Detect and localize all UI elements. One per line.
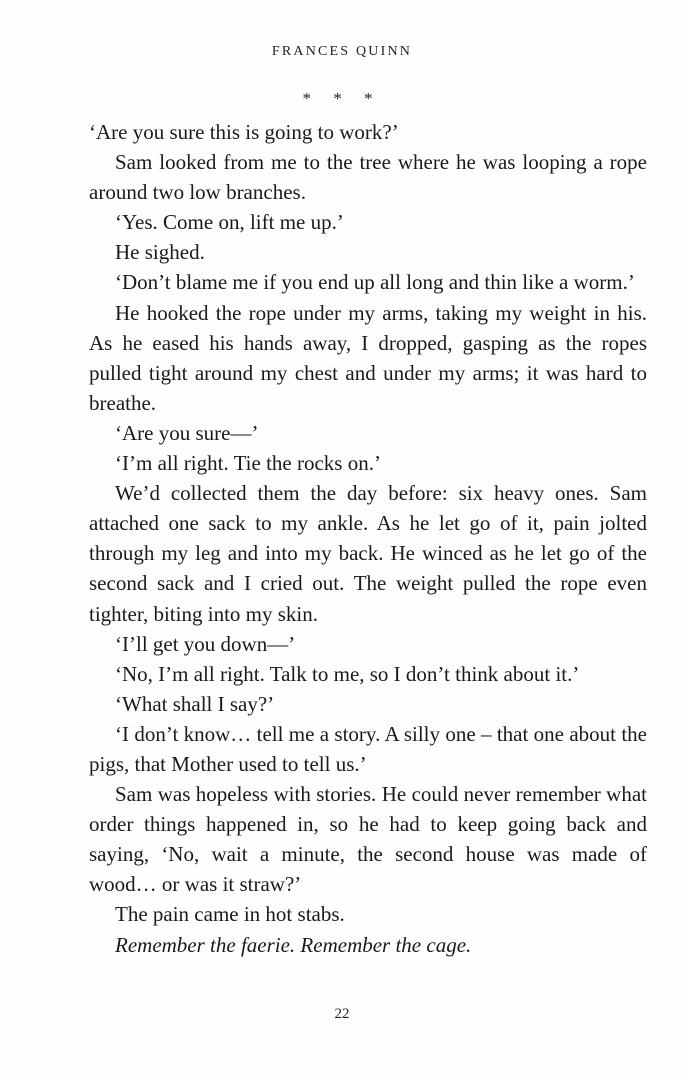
paragraph: We’d collected them the day before: six heavy ones. Sam attached one sack to my ankle. As he let go of it, pain jolted through my leg and into my back. He winced as he let go of the second sack and I cried out. The weight pulled the rope even tighter, biting into my skin. bbox=[89, 481, 647, 626]
body-text bbox=[89, 117, 647, 960]
paragraph: ‘What shall I say?’ bbox=[115, 691, 275, 716]
paragraph: ‘Are you sure—’ bbox=[115, 420, 259, 445]
paragraph: ‘Are you sure this is going to work?’ bbox=[89, 120, 399, 144]
paragraph: ‘Don’t blame me if you end up all long and thin like a worm.’ bbox=[115, 270, 635, 295]
paragraph: ‘Yes. Come on, lift me up.’ bbox=[115, 210, 344, 235]
page-number: 22 bbox=[334, 1006, 350, 1022]
paragraph: He sighed. bbox=[115, 240, 205, 265]
italic-thought: Remember the faerie. Remember the cage. bbox=[115, 932, 472, 957]
paragraph: ‘No, I’m all right. Talk to me, so I don’t think about it.’ bbox=[115, 661, 580, 686]
paragraph: The pain came in hot stabs. bbox=[115, 902, 345, 927]
paragraph: ‘I don’t know… tell me a story. A silly one – that one about the pigs, that Mother used to tell us.’ bbox=[89, 721, 647, 776]
section-break: * * * bbox=[302, 89, 382, 108]
paragraph: Sam looked from me to the tree where he was looping a rope around two low branches. bbox=[89, 150, 647, 205]
paragraph: ‘I’ll get you down—’ bbox=[115, 631, 296, 656]
running-head-author: FRANCES QUINN bbox=[271, 44, 413, 59]
paragraph: Sam was hopeless with stories. He could never remember what order things happened in, so he had to keep going back and saying, ‘No, wait a minute, the second house was made of wood… or was it straw?’ bbox=[89, 782, 647, 897]
paragraph: ‘I’m all right. Tie the rocks on.’ bbox=[115, 451, 381, 476]
paragraph: He hooked the rope under my arms, taking my weight in his. As he eased his hands away, I dropped, gasping as the ropes pulled tight around my chest and under my arms; it was hard to breathe. bbox=[89, 300, 647, 415]
